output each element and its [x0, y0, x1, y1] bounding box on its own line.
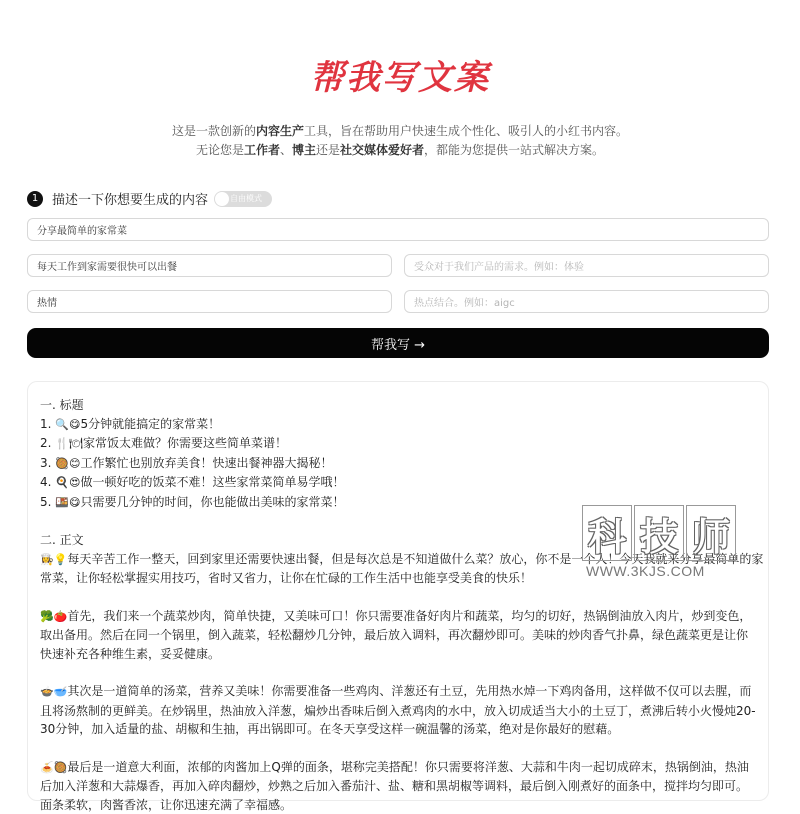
step-header	[27, 189, 272, 208]
topic-input[interactable]: 分享最简单的家常菜	[27, 218, 769, 241]
intro-line-1: 这是一款创新的内容生产工具，旨在帮助用户快速生成个性化、吸引人的小红书内容。	[0, 122, 800, 141]
title-item: 5. 🍱😋只需要几分钟的时间，你也能做出美味的家常菜！	[40, 493, 756, 513]
watermark-char: 师	[686, 505, 736, 561]
generate-button[interactable]: 帮我写 →	[27, 328, 769, 358]
step-label: 描述一下你想要生成的内容	[52, 189, 208, 208]
watermark-logo	[576, 505, 736, 585]
emoji-icon: 👩‍🍳💡	[40, 553, 67, 566]
free-mode-toggle[interactable]	[214, 191, 272, 207]
result-panel	[27, 381, 769, 801]
intro-line-2: 无论您是工作者、博主还是社交媒体爱好者，都能为您提供一站式解决方案。	[0, 141, 800, 160]
scene-input[interactable]: 每天工作到家需要很快可以出餐	[27, 254, 392, 277]
section-heading-body: 二. 正文	[40, 531, 756, 550]
title-item: 4. 🍳😍做一顿好吃的饭菜不难！这些家常菜简单易学哦！	[40, 473, 756, 493]
body-paragraph: 🍲🥣其次是一道简单的汤菜，营养又美味！你需要准备一些鸡肉、洋葱还有土豆，先用热水焯一下鸡肉备用，这样做不仅可以去腥，而 且将汤熬制的更鲜美。在炒锅里，热油放入洋葱，煸炒出香味后倒入煮鸡肉的水中，放入切成适当大小的土豆丁，煮沸后转小火慢炖20- 30分钟，加入适量的盐、胡椒和生抽，再出锅即可。在冬天享受这样一碗温馨的汤菜，绝对是你最好的慰藉。	[40, 682, 756, 739]
emoji-icon: 🍳😍	[55, 476, 80, 489]
hotspot-input[interactable]: 热点结合。例如：aigc	[404, 290, 769, 313]
emoji-icon: 🍝🥘	[40, 761, 67, 774]
audience-input[interactable]: 受众对于我们产品的需求。例如：体验	[404, 254, 769, 277]
emoji-icon: 🍱😋	[55, 496, 80, 509]
title-item: 1. 🔍😋5分钟就能搞定的家常菜！	[40, 415, 756, 435]
watermark-char: 技	[634, 505, 684, 561]
toggle-label: 自由模式	[230, 193, 262, 204]
emoji-icon: 🥘😊	[55, 457, 80, 470]
intro-text	[0, 122, 800, 160]
emoji-icon: 🥦🍅	[40, 610, 67, 623]
emoji-icon: 🔍😋	[55, 418, 80, 431]
body-paragraph: 👩‍🍳💡每天辛苦工作一整天，回到家里还需要快速出餐，但是每次总是不知道做什么菜？放心，你不是一个人！今天我就来分享最简单的家 常菜，让你轻松掌握实用技巧，省时又省力，让你在忙碌的工作生活中也能享受美食的快乐！	[40, 550, 756, 588]
watermark-char: 科	[582, 505, 632, 561]
step-number-badge: 1	[27, 191, 43, 207]
page-title: 帮我写文案	[0, 50, 800, 99]
title-item: 3. 🥘😊工作繁忙也别放弃美食！快速出餐神器大揭秘！	[40, 454, 756, 474]
emoji-icon: 🍴🍽	[55, 437, 83, 450]
body-paragraph: 🍝🥘最后是一道意大利面，浓郁的肉酱加上Q弹的面条，堪称完美搭配！你只需要将洋葱、大蒜和牛肉一起切成碎末，热锅倒油，热油 后加入洋葱和大蒜爆香，再加入碎肉翻炒，炒熟之后加入番茄汁、盐、糖和黑胡椒等调料，最后倒入刚煮好的面条中，搅拌均匀即可。 面条柔软，肉酱香浓，让你迅速充满了幸福感。	[40, 758, 756, 814]
tone-input[interactable]: 热情	[27, 290, 392, 313]
emoji-icon: 🍲🥣	[40, 685, 67, 698]
section-heading-titles: 一. 标题	[40, 396, 756, 415]
title-item: 2. 🍴🍽家常饭太难做？你需要这些简单菜谱！	[40, 434, 756, 454]
watermark-url: WWW.3KJS.COM	[586, 563, 705, 579]
body-paragraph: 🥦🍅首先，我们来一个蔬菜炒肉，简单快捷，又美味可口！你只需要准备好肉片和蔬菜，均匀的切好，热锅倒油放入肉片，炒到变色， 取出备用。然后在同一个锅里，倒入蔬菜，轻松翻炒几分钟，最后放入调料，再次翻炒即可。美味的炒肉香气扑鼻，绿色蔬菜更是让你 快速补充各种维生素，妥妥健康。	[40, 607, 756, 664]
toggle-knob	[215, 192, 229, 206]
